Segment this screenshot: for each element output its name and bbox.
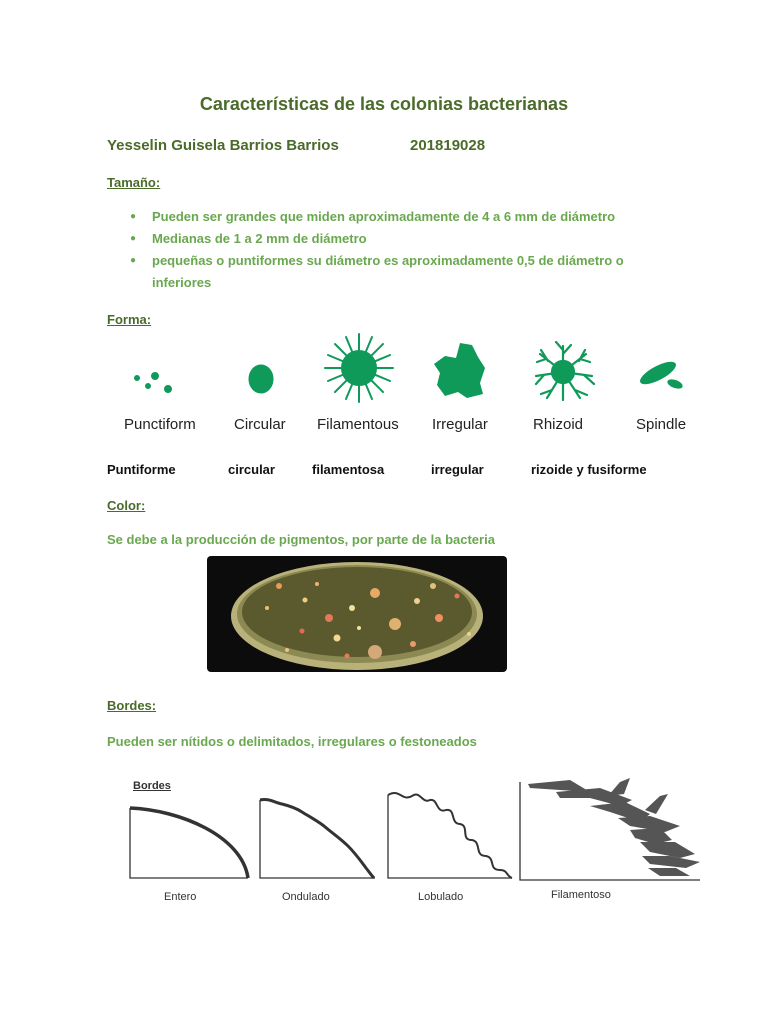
rhizoid-shape — [536, 342, 594, 400]
border-ondulado — [260, 800, 375, 878]
list-item: ● Medianas de 1 a 2 mm de diámetro — [107, 228, 672, 250]
shape-label-circular: Circular — [234, 416, 286, 433]
color-description: Se debe a la producción de pigmentos, por parte de la bacteria — [107, 532, 495, 547]
shape-label-irregular: Irregular — [432, 416, 488, 433]
spindle-shape — [637, 357, 684, 390]
border-label-entero: Entero — [164, 891, 197, 903]
spanish-label-circular: circular — [228, 462, 275, 477]
filamentous-shape — [325, 334, 393, 402]
shape-label-rhizoid: Rhizoid — [533, 416, 584, 433]
list-item: ● pequeñas o puntiformes su diámetro es aproximadamente 0,5 de diámetro o inferiores — [107, 250, 672, 294]
section-heading-tamano: Tamaño: — [107, 175, 161, 190]
border-label-ondulado: Ondulado — [282, 891, 330, 903]
page-title: Características de las colonias bacterianas — [199, 94, 569, 114]
border-filamentoso-filaments — [528, 778, 700, 876]
colony-shapes-figure — [100, 328, 700, 408]
border-lobulado — [388, 793, 512, 878]
border-entero — [130, 808, 248, 878]
shape-label-punctiform: Punctiform — [124, 416, 196, 433]
spanish-label-rizoide-fusiforme: rizoide y fusiforme — [531, 462, 647, 477]
punctiform-shape — [135, 373, 172, 393]
spanish-label-puntiforme: Puntiforme — [107, 462, 176, 477]
bordes-description: Pueden ser nítidos o delimitados, irregulares o festoneados — [107, 734, 477, 749]
shape-label-filamentous: Filamentous — [317, 416, 399, 433]
student-id: 201819028 — [410, 137, 486, 154]
border-label-filamentoso: Filamentoso — [551, 889, 611, 901]
spanish-label-irregular: irregular — [431, 462, 484, 477]
section-heading-color: Color: — [107, 498, 146, 513]
colony-borders-figure — [120, 770, 710, 885]
border-label-lobulado: Lobulado — [418, 891, 464, 903]
circular-shape — [249, 365, 273, 393]
section-heading-forma: Forma: — [107, 312, 152, 327]
author-name: Yesselin Guisela Barrios Barrios — [107, 137, 339, 154]
bordes-figure-title: Bordes — [133, 780, 171, 792]
section-heading-bordes: Bordes: — [107, 698, 157, 713]
shape-label-spindle: Spindle — [636, 416, 687, 433]
list-item: ● Pueden ser grandes que miden aproximadamente de 4 a 6 mm de diámetro — [107, 206, 672, 228]
spanish-label-filamentosa: filamentosa — [312, 462, 385, 477]
irregular-shape — [434, 343, 485, 398]
petri-dish-photo — [207, 556, 507, 672]
size-list — [107, 206, 672, 294]
